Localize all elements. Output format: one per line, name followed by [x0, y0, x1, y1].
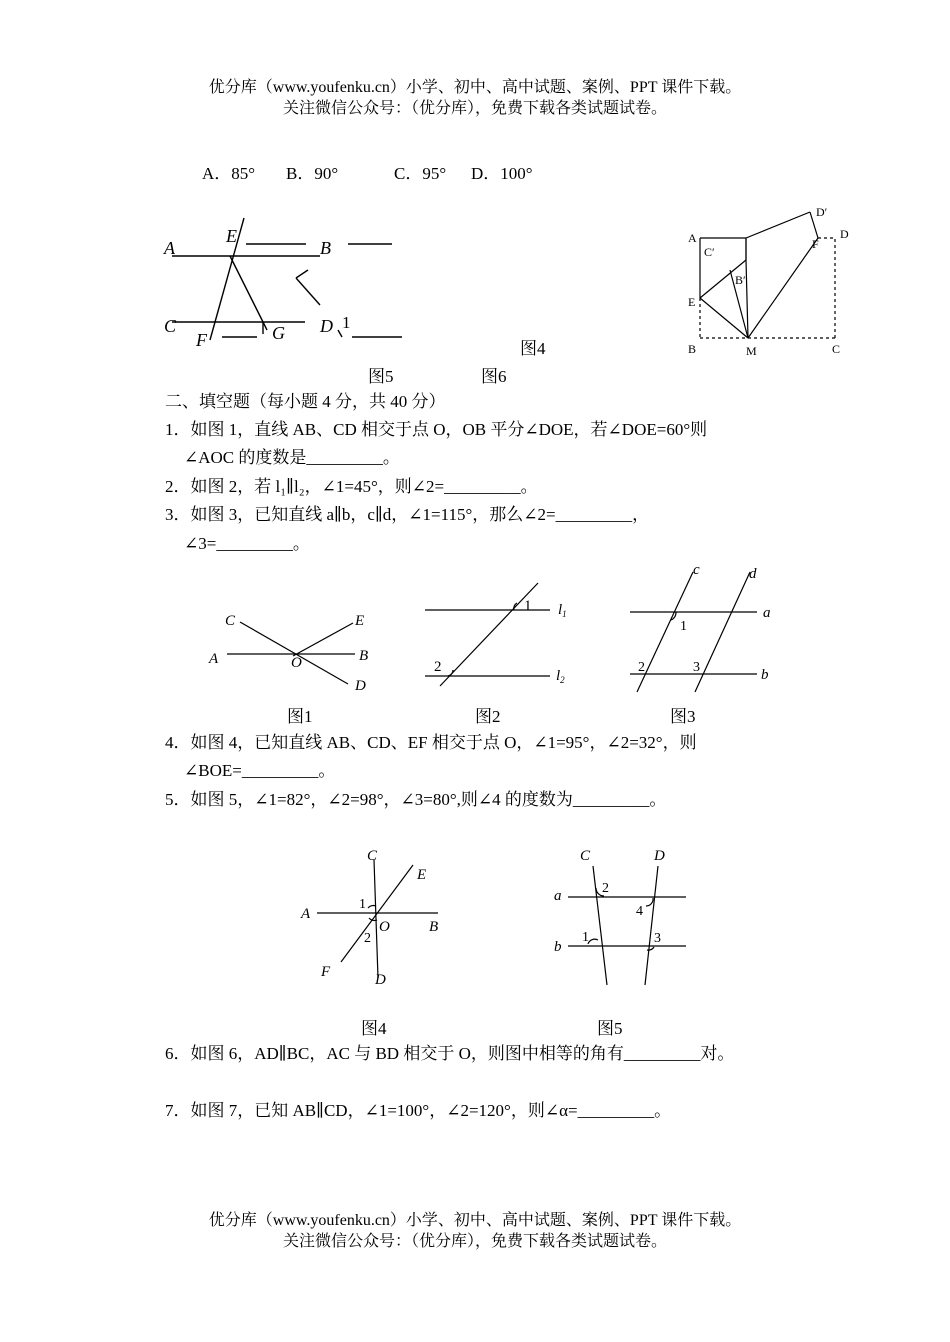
fig5-label-e: E: [226, 226, 237, 246]
question-5: 5．如图 5，∠1=82°，∠2=98°，∠3=80°,则∠4 的度数为_________。: [165, 790, 667, 809]
fig5-label-a: A: [164, 238, 175, 258]
fig1-label-e: E: [355, 613, 365, 629]
fig4l-label-a: A: [301, 906, 311, 922]
fig6-label-c: C: [832, 342, 841, 356]
figure-3: [625, 560, 785, 695]
question-3-line-2: ∠3=_________。: [184, 534, 310, 553]
fig1-label-o: O: [291, 655, 302, 671]
fig5-label-g: G: [272, 323, 285, 343]
fig6-label-f: F: [812, 237, 819, 251]
fig5-label-f: F: [196, 330, 207, 350]
fig3-label-a: a: [763, 605, 771, 621]
caption-top-fig4: 图4: [520, 339, 546, 358]
fig5-label-1: 1: [342, 313, 351, 332]
choice-c: C．95°: [394, 164, 447, 183]
fig6-label-c-prime: C′: [704, 245, 715, 259]
fig4l-label-2: 2: [364, 931, 371, 946]
fig6-label-m: M: [746, 344, 757, 358]
figure-4-lower: [295, 840, 455, 990]
question-2: 2．如图 2，若 l₁∥l₂，∠1=45°，则∠2=_________。: [165, 477, 538, 496]
fig4l-label-o: O: [379, 919, 390, 935]
fig4l-label-c: C: [367, 848, 378, 864]
fig3-label-c: c: [693, 562, 700, 578]
fig4l-label-d: D: [375, 972, 386, 988]
figure-5-lower: [550, 840, 710, 990]
figure-top-right: [680, 200, 860, 365]
fig3-label-d: d: [749, 566, 757, 582]
question-1-line-2: ∠AOC 的度数是_________。: [184, 448, 400, 467]
fig3-label-2: 2: [638, 660, 645, 675]
header-line-2: 关注微信公众号：（优分库），免费下载各类试题试卷。: [282, 100, 667, 117]
fig4l-label-e: E: [417, 867, 427, 883]
fig5l-label-a: a: [554, 888, 562, 904]
figure-1: [205, 605, 375, 700]
fig6-label-e: E: [688, 295, 696, 309]
fig5-label-d: D: [320, 316, 333, 336]
fig5l-label-3: 3: [654, 931, 661, 946]
footer-line-1: 优分库（www.youfenku.cn）小学、初中、高中试题、案例、PPT 课件下载。: [208, 1212, 742, 1229]
fig3-label-1: 1: [680, 619, 687, 634]
fig1-label-b: B: [359, 648, 369, 664]
caption-fig2: 图2: [475, 707, 501, 726]
footer-line-2: 关注微信公众号：（优分库），免费下载各类试题试卷。: [282, 1233, 667, 1250]
fig3-label-b: b: [761, 667, 769, 683]
question-4-line-1: 4．如图 4，已知直线 AB、CD、EF 相交于点 O，∠1=95°，∠2=32°，则: [165, 733, 697, 752]
fig2-label-l2: $l_2$: [556, 668, 565, 685]
figure-top-left: [160, 210, 420, 355]
fig2-label-l1: $l_1$: [558, 602, 567, 619]
fig6-label-b: B: [688, 342, 697, 356]
fig1-label-c: C: [225, 613, 236, 629]
header-line-1: 优分库（www.youfenku.cn）小学、初中、高中试题、案例、PPT 课件下载。: [208, 79, 742, 96]
choice-d: D．100°: [471, 164, 533, 183]
caption-fig4-lower: 图4: [361, 1019, 387, 1038]
caption-fig1: 图1: [287, 707, 313, 726]
fig2-label-2: 2: [434, 659, 442, 675]
caption-fig5-lower: 图5: [597, 1019, 623, 1038]
question-6: 6．如图 6，AD∥BC，AC 与 BD 相交于 O，则图中相等的角有_________对。: [165, 1044, 735, 1063]
fig5l-label-2: 2: [602, 881, 609, 896]
question-1-line-1: 1．如图 1，直线 AB、CD 相交于点 O，OB 平分∠DOE，若∠DOE=60°则: [165, 420, 708, 439]
fig4l-label-1: 1: [359, 897, 366, 912]
caption-fig3: 图3: [670, 707, 696, 726]
fig3-label-3: 3: [693, 660, 700, 675]
fig4l-label-f: F: [321, 964, 331, 980]
fig5l-label-b: b: [554, 939, 562, 955]
fig5l-label-4: 4: [636, 904, 643, 919]
caption-top-fig5: 图5: [368, 367, 394, 386]
fig5-label-c: C: [164, 316, 177, 336]
fig1-label-a: A: [209, 651, 219, 667]
fig1-label-d: D: [355, 678, 366, 694]
fig5-label-b: B: [320, 238, 331, 258]
question-3-line-1: 3．如图 3，已知直线 a∥b，c∥d，∠1=115°，那么∠2=_________，: [165, 505, 650, 524]
fig5l-label-1: 1: [582, 930, 589, 945]
fig2-label-1: 1: [524, 598, 532, 614]
section-2-title: 二、填空题（每小题 4 分，共 40 分）: [165, 392, 446, 411]
fig6-label-b-prime: B′: [735, 273, 746, 287]
caption-top-fig6: 图6: [481, 367, 507, 386]
choice-a: A．85°: [202, 164, 256, 183]
fig5l-label-d: D: [654, 848, 665, 864]
fig6-label-d-prime: D′: [816, 205, 828, 219]
fig6-label-a: A: [688, 231, 697, 245]
question-7: 7．如图 7，已知 AB∥CD，∠1=100°，∠2=120°，则∠α=_________。: [165, 1101, 672, 1120]
choice-b: B．90°: [286, 164, 339, 183]
fig4l-label-b: B: [429, 919, 439, 935]
fig6-label-d: D: [840, 227, 849, 241]
fig5l-label-c: C: [580, 848, 591, 864]
figure-2: [420, 578, 580, 688]
question-4-line-2: ∠BOE=_________。: [184, 761, 336, 780]
